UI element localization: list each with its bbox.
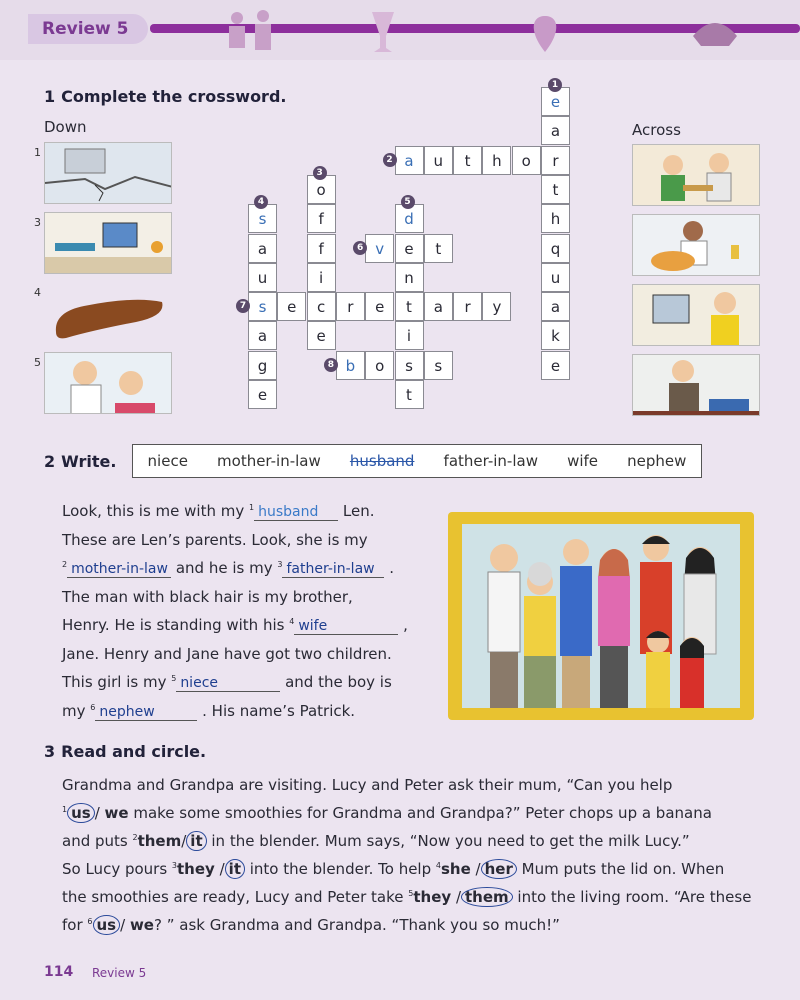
strawberry-icon	[525, 6, 565, 56]
crossword-cell[interactable]: t	[395, 380, 424, 409]
answer-field[interactable]: nephew	[95, 704, 197, 721]
ex1-heading: 1 Complete the crossword.	[44, 87, 287, 106]
choice[interactable]: they	[177, 860, 215, 878]
down-pic-number: 4	[34, 286, 41, 299]
crossword-cell[interactable]: s	[395, 351, 424, 380]
crossword-cell[interactable]: t	[541, 175, 570, 204]
crossword-cell[interactable]: t	[424, 234, 453, 263]
page-number: 114	[44, 964, 74, 980]
crossword-cell[interactable]: a	[395, 146, 424, 175]
crossword-cell[interactable]: e	[248, 380, 277, 409]
crossword-cell[interactable]: q	[541, 234, 570, 263]
answer-field[interactable]: father-in-law	[282, 561, 384, 578]
crossword-cell[interactable]: u	[424, 146, 453, 175]
crossword-cell[interactable]: f	[307, 204, 336, 233]
crossword-cell[interactable]: e	[307, 321, 336, 350]
clue-number-badge: 6	[353, 241, 367, 255]
footer-label: Review 5	[92, 966, 147, 980]
crossword-cell[interactable]: b	[336, 351, 365, 380]
story-line: Jane. Henry and Jane have got two children.	[62, 645, 392, 663]
telephone-icon	[685, 6, 745, 66]
crossword-cell[interactable]: e	[277, 292, 306, 321]
choice[interactable]: they	[413, 888, 452, 906]
word-bank-item: niece	[147, 452, 188, 470]
crossword-cell[interactable]: a	[248, 234, 277, 263]
clue-number-badge: 1	[548, 78, 562, 92]
crossword-cell[interactable]: u	[248, 263, 277, 292]
sausage-picture	[44, 282, 172, 344]
crossword-cell[interactable]: e	[541, 351, 570, 380]
crossword-cell[interactable]: h	[541, 204, 570, 233]
crossword-cell[interactable]: u	[541, 263, 570, 292]
story-line: my $^6$ nephew . His name’s Patrick.	[62, 702, 356, 720]
ex2-heading: 2 Write.	[44, 452, 117, 471]
choice[interactable]: them	[137, 832, 182, 850]
crossword-cell[interactable]: s	[248, 204, 277, 233]
crossword-cell[interactable]: r	[453, 292, 482, 321]
clue-number-badge: 8	[324, 358, 338, 372]
clue-number-badge: 3	[313, 166, 327, 180]
crossword-cell[interactable]: e	[365, 292, 394, 321]
crossword-cell[interactable]: v	[365, 234, 394, 263]
ex3-line: the smoothies are ready, Lucy and Peter take $^5$they / them into the living room. “Are these	[62, 888, 752, 906]
word-bank-item-used: husband	[349, 452, 415, 470]
crossword-cell[interactable]: t	[395, 292, 424, 321]
crossword-cell[interactable]: k	[541, 321, 570, 350]
family-photo	[462, 524, 740, 708]
answer-field[interactable]: husband	[254, 504, 338, 521]
author-picture	[632, 144, 760, 206]
crossword-cell[interactable]: o	[307, 175, 336, 204]
down-label: Down	[44, 118, 87, 136]
down-pic-number: 3	[34, 216, 41, 229]
across-label: Across	[632, 121, 681, 139]
crossword-cell[interactable]: t	[453, 146, 482, 175]
word-bank-item: wife	[567, 452, 599, 470]
story-line: Henry. He is standing with his $^4$ wife ,	[62, 616, 408, 634]
answer-field[interactable]: niece	[176, 675, 280, 692]
choice[interactable]: we	[129, 916, 154, 934]
crossword-cell[interactable]: y	[482, 292, 511, 321]
circled-choice[interactable]: her	[481, 859, 517, 879]
crossword-cell[interactable]: a	[248, 321, 277, 350]
ex3-line: $^1$ us / we make some smoothies for Grandma and Grandpa?” Peter chops up a banana	[62, 804, 712, 822]
word-bank	[132, 444, 702, 478]
dentist-picture	[44, 352, 172, 414]
boss-picture	[632, 354, 760, 416]
circled-choice[interactable]: it	[225, 859, 245, 879]
clue-number-badge: 5	[401, 195, 415, 209]
earthquake-picture	[44, 142, 172, 204]
clue-number-badge: 2	[383, 153, 397, 167]
crossword-cell[interactable]: s	[424, 351, 453, 380]
down-pic-number: 5	[34, 356, 41, 369]
crossword-cell[interactable]: o	[365, 351, 394, 380]
story-line: This girl is my $^5$ niece and the boy is	[62, 673, 392, 691]
story-line: Look, this is me with my $^1$ husband Len.	[62, 502, 375, 520]
clue-number-badge: 7	[236, 299, 250, 313]
story-line: $^2$ mother-in-law and he is my $^3$ father-in-law .	[62, 559, 395, 577]
crossword-cell[interactable]: i	[395, 321, 424, 350]
crossword-cell[interactable]: r	[541, 146, 570, 175]
crossword-cell[interactable]: a	[424, 292, 453, 321]
circled-choice[interactable]: us	[93, 915, 121, 935]
ex3-line: for $^6$ us / we? ” ask Grandma and Grandpa. “Thank you so much!”	[62, 916, 560, 934]
clue-number-badge: 4	[254, 195, 268, 209]
word-bank-item: father-in-law	[443, 452, 538, 470]
header-title: Review 5	[28, 14, 148, 44]
crossword-cell[interactable]: n	[395, 263, 424, 292]
secretary-picture	[632, 284, 760, 346]
crossword-cell[interactable]: i	[307, 263, 336, 292]
ex3-heading: 3 Read and circle.	[44, 742, 207, 761]
crossword-cell[interactable]: g	[248, 351, 277, 380]
story-line: The man with black hair is my brother,	[62, 588, 353, 606]
crossword-cell[interactable]: a	[541, 292, 570, 321]
answer-field[interactable]: wife	[294, 618, 398, 635]
circled-choice[interactable]: it	[186, 831, 206, 851]
crossword-cell[interactable]: r	[336, 292, 365, 321]
crossword-cell[interactable]: c	[307, 292, 336, 321]
ex3-line: and puts $^2$them/ it in the blender. Mum says, “Now you need to get the milk Lucy.”	[62, 832, 690, 850]
story-line: These are Len’s parents. Look, she is my	[62, 531, 368, 549]
circled-choice[interactable]: them	[461, 887, 513, 907]
smoothie-glass-icon	[368, 6, 398, 56]
ex3-line: Grandma and Grandpa are visiting. Lucy and Peter ask their mum, “Can you help	[62, 776, 673, 794]
choice[interactable]: we	[104, 804, 129, 822]
answer-field[interactable]: mother-in-law	[67, 561, 171, 578]
choice[interactable]: she	[440, 860, 471, 878]
people-illustration-icon	[215, 6, 285, 56]
crossword-cell[interactable]: e	[541, 87, 570, 116]
crossword-cell[interactable]: d	[395, 204, 424, 233]
crossword-cell[interactable]: f	[307, 234, 336, 263]
crossword-cell[interactable]: o	[512, 146, 541, 175]
word-bank-item: nephew	[627, 452, 687, 470]
crossword-cell[interactable]: e	[395, 234, 424, 263]
word-bank-item: mother-in-law	[217, 452, 321, 470]
down-pic-number: 1	[34, 146, 41, 159]
crossword-cell[interactable]: h	[482, 146, 511, 175]
crossword-cell[interactable]: a	[541, 116, 570, 145]
office-picture	[44, 212, 172, 274]
crossword-cell[interactable]: s	[248, 292, 277, 321]
ex3-line: So Lucy pours $^3$they / it into the blender. To help $^4$she / her Mum puts the lid on. When	[62, 860, 725, 878]
vet-picture	[632, 214, 760, 276]
circled-choice[interactable]: us	[67, 803, 95, 823]
